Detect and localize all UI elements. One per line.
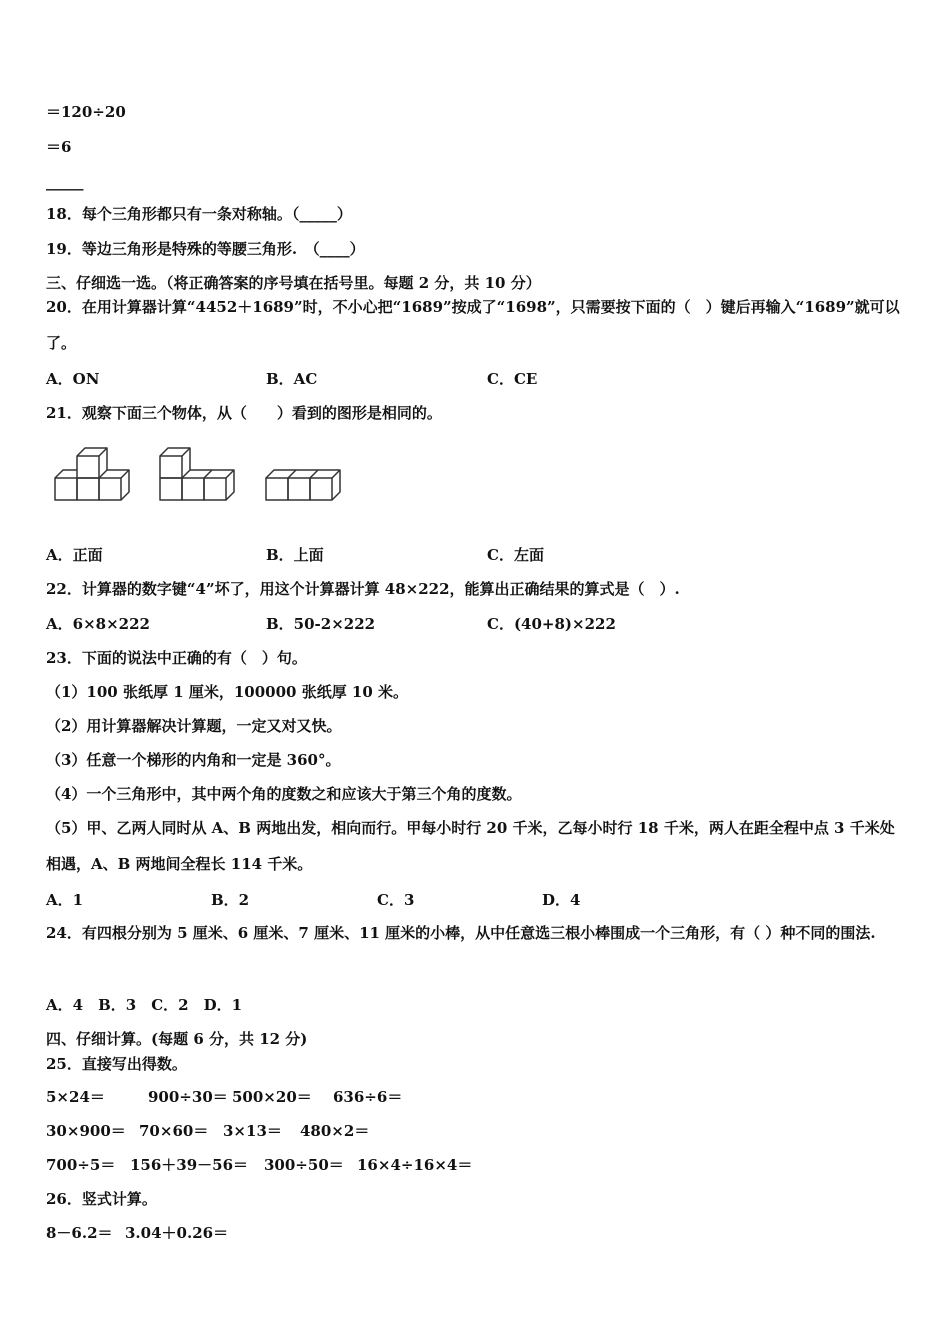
cube-object-1: [55, 448, 129, 500]
q20-option-c: C．CE: [487, 370, 538, 388]
answer-blank: _____: [46, 173, 84, 191]
q20-option-b: B．AC: [266, 370, 318, 388]
calc-line-1: ＝120÷20: [46, 103, 126, 121]
q23-option-d: D．4: [542, 891, 581, 909]
question-21: 21．观察下面三个物体，从（ ）看到的图形是相同的。: [46, 404, 442, 422]
section-4-heading: 四、仔细计算。(每题 6 分，共 12 分): [46, 1030, 308, 1048]
q23-statement-4: （4）一个三角形中，其中两个角的度数之和应该大于第三个角的度数。: [46, 785, 522, 803]
calc-line-2: ＝6: [46, 138, 72, 156]
vertical-calc-2: 3.04＋0.26＝: [125, 1224, 229, 1242]
question-20: 20．在用计算器计算“4452＋1689”时，不小心把“1689”按成了“1698”，只需要按下面的（ ）键后再输入“1689”就可以了。: [46, 298, 900, 352]
question-19: 19．等边三角形是特殊的等腰三角形. （____）: [46, 240, 365, 258]
q21-option-a: A．正面: [46, 546, 103, 564]
q20-option-a: A．ON: [46, 370, 100, 388]
calc-r1-c4: 636÷6＝: [333, 1088, 403, 1106]
calc-r1-c3: 500×20＝: [232, 1088, 312, 1106]
q23-statement-2: （2）用计算器解决计算题，一定又对又快。: [46, 717, 342, 735]
q22-option-c: C．(40+8)×222: [487, 615, 616, 633]
question-23: 23．下面的说法中正确的有（ ）句。: [46, 649, 307, 667]
calc-r3-c2: 156＋39－56＝: [130, 1156, 249, 1174]
q24-options: A．4 B．3 C．2 D．1: [46, 996, 243, 1014]
cube-object-3: [266, 470, 340, 500]
calc-r1-c1: 5×24＝: [46, 1088, 105, 1106]
calc-r3-c3: 300÷50＝: [264, 1156, 344, 1174]
section-3-heading: 三、仔细选一选。（将正确答案的序号填在括号里。每题 2 分，共 10 分）: [46, 274, 541, 292]
calc-r2-c1: 30×900＝: [46, 1122, 126, 1140]
q23-statement-1: （1）100 张纸厚 1 厘米，100000 张纸厚 10 米。: [46, 683, 409, 701]
question-22: 22．计算器的数字键“4”坏了，用这个计算器计算 48×222，能算出正确结果的算式是（ ）.: [46, 580, 680, 598]
vertical-calc-1: 8－6.2＝: [46, 1224, 113, 1242]
calc-r2-c2: 70×60＝: [139, 1122, 209, 1140]
q23-statement-3: （3）任意一个梯形的内角和一定是 360°。: [46, 751, 341, 769]
question-24: 24．有四根分别为 5 厘米、6 厘米、7 厘米、11 厘米的小棒，从中任意选三根小棒围成一个三角形，有（ ）种不同的围法.: [46, 924, 876, 942]
q23-option-c: C．3: [377, 891, 415, 909]
calc-r3-c1: 700÷5＝: [46, 1156, 116, 1174]
q21-option-c: C．左面: [487, 546, 544, 564]
cube-objects-figure: [50, 445, 350, 507]
calc-r2-c4: 480×2＝: [300, 1122, 370, 1140]
calc-r1-c2: 900÷30＝: [148, 1088, 228, 1106]
q23-option-a: A．1: [46, 891, 84, 909]
calc-r3-c4: 16×4÷16×4＝: [357, 1156, 473, 1174]
calc-r2-c3: 3×13＝: [223, 1122, 282, 1140]
question-18: 18．每个三角形都只有一条对称轴。（_____）: [46, 205, 352, 223]
q23-option-b: B．2: [211, 891, 250, 909]
q22-option-b: B．50-2×222: [266, 615, 376, 633]
q22-option-a: A．6×8×222: [46, 615, 150, 633]
question-25: 25．直接写出得数。: [46, 1055, 187, 1073]
cube-object-2: [160, 448, 234, 500]
q21-option-b: B．上面: [266, 546, 324, 564]
question-26: 26．竖式计算。: [46, 1190, 157, 1208]
q23-statement-5: （5）甲、乙两人同时从 A、B 两地出发，相向而行。甲每小时行 20 千米，乙每小时行 18 千米，两人在距全程中点 3 千米处相遇，A、B 两地间全程长 114 千米。: [46, 819, 895, 873]
